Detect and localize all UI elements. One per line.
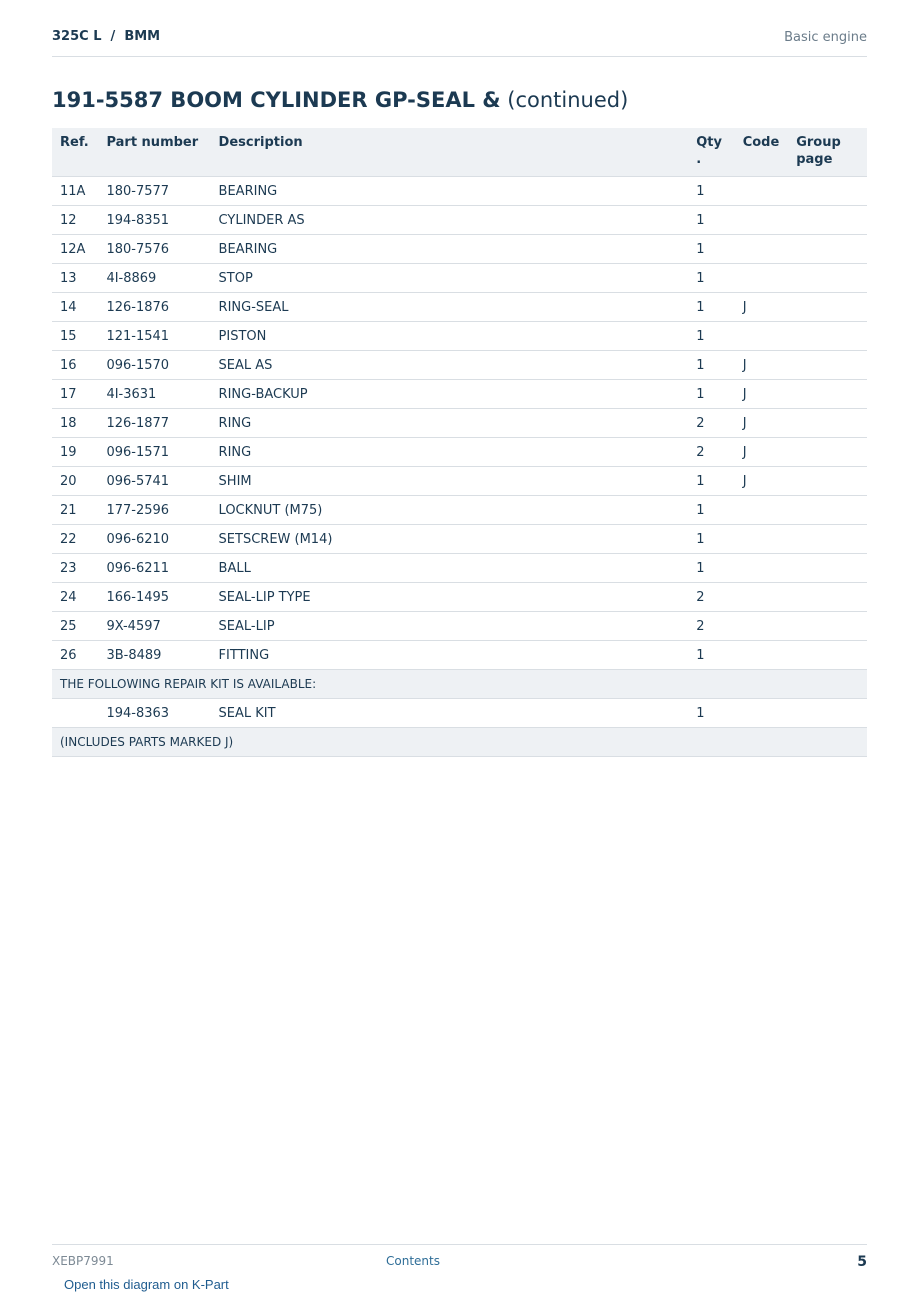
qty-cell: 1 xyxy=(688,380,734,409)
part-number-cell: 121-1541 xyxy=(98,322,210,351)
code-cell xyxy=(735,641,789,670)
description-cell: SEAL-LIP TYPE xyxy=(211,583,689,612)
group-page-cell xyxy=(788,612,867,641)
code-cell xyxy=(735,177,789,206)
ref-cell: 11A xyxy=(52,177,98,206)
page-title xyxy=(52,88,628,112)
includes-note-text: (INCLUDES PARTS MARKED J) xyxy=(52,728,867,757)
title-suffix: (continued) xyxy=(507,88,629,112)
part-number-cell: 194-8363 xyxy=(98,699,210,728)
ref-cell: 20 xyxy=(52,467,98,496)
qty-cell: 1 xyxy=(688,235,734,264)
code-cell: J xyxy=(735,351,789,380)
ref-cell: 17 xyxy=(52,380,98,409)
description-cell: SEAL KIT xyxy=(211,699,689,728)
table-row xyxy=(52,583,867,612)
group-page-cell xyxy=(788,467,867,496)
table-row xyxy=(52,438,867,467)
code-cell: J xyxy=(735,409,789,438)
code-cell xyxy=(735,525,789,554)
ref-cell: 16 xyxy=(52,351,98,380)
description-cell: LOCKNUT (M75) xyxy=(211,496,689,525)
table-row xyxy=(52,264,867,293)
includes-note xyxy=(52,728,867,757)
description-cell: BEARING xyxy=(211,235,689,264)
table-row xyxy=(52,554,867,583)
model-label: 325C L / BMM xyxy=(52,29,161,44)
qty-cell: 2 xyxy=(688,409,734,438)
part-number-cell: 096-1570 xyxy=(98,351,210,380)
description-cell: STOP xyxy=(211,264,689,293)
part-number-cell: 4I-8869 xyxy=(98,264,210,293)
qty-cell: 1 xyxy=(688,177,734,206)
code-cell: J xyxy=(735,467,789,496)
group-page-cell xyxy=(788,496,867,525)
code-cell xyxy=(735,235,789,264)
ref-cell: 26 xyxy=(52,641,98,670)
part-number-cell: 180-7577 xyxy=(98,177,210,206)
code-cell xyxy=(735,496,789,525)
part-number-cell: 4I-3631 xyxy=(98,380,210,409)
repair-kit-note-text: THE FOLLOWING REPAIR KIT IS AVAILABLE: xyxy=(52,670,867,699)
description-cell: FITTING xyxy=(211,641,689,670)
description-cell: RING-BACKUP xyxy=(211,380,689,409)
part-number-cell: 096-6211 xyxy=(98,554,210,583)
description-cell: SETSCREW (M14) xyxy=(211,525,689,554)
table-row xyxy=(52,235,867,264)
ref-cell: 15 xyxy=(52,322,98,351)
table-row xyxy=(52,177,867,206)
qty-cell: 1 xyxy=(688,496,734,525)
contents-link[interactable]: Contents xyxy=(386,1254,440,1268)
description-cell: PISTON xyxy=(211,322,689,351)
table-row xyxy=(52,525,867,554)
col-description-header: Description xyxy=(211,128,689,177)
ref-cell: 14 xyxy=(52,293,98,322)
qty-cell: 1 xyxy=(688,641,734,670)
ref-cell: 25 xyxy=(52,612,98,641)
code-cell: J xyxy=(735,438,789,467)
qty-cell: 1 xyxy=(688,293,734,322)
ref-cell: 24 xyxy=(52,583,98,612)
qty-cell: 1 xyxy=(688,264,734,293)
title-main: 191-5587 BOOM CYLINDER GP-SEAL & xyxy=(52,88,501,112)
description-cell: BEARING xyxy=(211,177,689,206)
ref-cell: 22 xyxy=(52,525,98,554)
description-cell: CYLINDER AS xyxy=(211,206,689,235)
table-row xyxy=(52,467,867,496)
ref-cell: 18 xyxy=(52,409,98,438)
part-number-cell: 166-1495 xyxy=(98,583,210,612)
parts-table xyxy=(52,128,867,757)
part-number-cell: 096-5741 xyxy=(98,467,210,496)
table-header-row xyxy=(52,128,867,177)
col-ref-header: Ref. xyxy=(52,128,98,177)
ref-cell: 12A xyxy=(52,235,98,264)
description-cell: RING-SEAL xyxy=(211,293,689,322)
table-row xyxy=(52,293,867,322)
table-row xyxy=(52,206,867,235)
part-number-cell: 096-1571 xyxy=(98,438,210,467)
ref-cell: 13 xyxy=(52,264,98,293)
page-footer xyxy=(52,1244,867,1275)
ref-cell: 12 xyxy=(52,206,98,235)
group-page-cell xyxy=(788,554,867,583)
group-page-cell xyxy=(788,177,867,206)
table-row xyxy=(52,641,867,670)
qty-cell: 1 xyxy=(688,467,734,496)
part-number-cell: 096-6210 xyxy=(98,525,210,554)
col-qty-header: Qty . xyxy=(688,128,734,177)
group-page-cell xyxy=(788,322,867,351)
description-cell: RING xyxy=(211,438,689,467)
qty-cell: 1 xyxy=(688,322,734,351)
group-page-cell xyxy=(788,699,867,728)
ref-cell: 19 xyxy=(52,438,98,467)
qty-cell: 2 xyxy=(688,438,734,467)
code-cell xyxy=(735,206,789,235)
table-row xyxy=(52,409,867,438)
description-cell: RING xyxy=(211,409,689,438)
code-cell xyxy=(735,264,789,293)
group-page-cell xyxy=(788,438,867,467)
ref-cell: 21 xyxy=(52,496,98,525)
section-label: Basic engine xyxy=(784,30,867,45)
table-row xyxy=(52,612,867,641)
qty-cell: 1 xyxy=(688,554,734,583)
table-row xyxy=(52,322,867,351)
ref-cell: 23 xyxy=(52,554,98,583)
qty-cell: 2 xyxy=(688,583,734,612)
code-cell xyxy=(735,699,789,728)
code-cell xyxy=(735,612,789,641)
page-number: 5 xyxy=(857,1254,867,1270)
group-page-cell xyxy=(788,525,867,554)
part-number-cell: 194-8351 xyxy=(98,206,210,235)
group-page-cell xyxy=(788,235,867,264)
part-number-cell: 126-1876 xyxy=(98,293,210,322)
col-code-header: Code xyxy=(735,128,789,177)
group-page-cell xyxy=(788,206,867,235)
code-cell xyxy=(735,583,789,612)
code-cell: J xyxy=(735,293,789,322)
kpart-diagram-link[interactable]: Open this diagram on K-Part xyxy=(64,1277,229,1292)
description-cell: SEAL-LIP xyxy=(211,612,689,641)
group-page-cell xyxy=(788,583,867,612)
group-page-cell xyxy=(788,409,867,438)
col-group-page-header: Group page xyxy=(788,128,867,177)
description-cell: SHIM xyxy=(211,467,689,496)
group-page-cell xyxy=(788,264,867,293)
description-cell: SEAL AS xyxy=(211,351,689,380)
repair-kit-note xyxy=(52,670,867,699)
part-number-cell: 9X-4597 xyxy=(98,612,210,641)
code-cell xyxy=(735,322,789,351)
group-page-cell xyxy=(788,641,867,670)
part-number-cell: 177-2596 xyxy=(98,496,210,525)
repair-kit-row xyxy=(52,699,867,728)
table-row xyxy=(52,351,867,380)
parts-table-body xyxy=(52,177,867,757)
group-page-cell xyxy=(788,380,867,409)
table-row xyxy=(52,380,867,409)
code-cell xyxy=(735,554,789,583)
qty-cell: 1 xyxy=(688,351,734,380)
page-header xyxy=(52,0,867,57)
part-number-cell: 126-1877 xyxy=(98,409,210,438)
ref-cell xyxy=(52,699,98,728)
part-number-cell: 3B-8489 xyxy=(98,641,210,670)
qty-cell: 2 xyxy=(688,612,734,641)
qty-cell: 1 xyxy=(688,699,734,728)
qty-cell: 1 xyxy=(688,206,734,235)
description-cell: BALL xyxy=(211,554,689,583)
document-id: XEBP7991 xyxy=(52,1254,114,1268)
col-part-number-header: Part number xyxy=(98,128,210,177)
qty-cell: 1 xyxy=(688,525,734,554)
code-cell: J xyxy=(735,380,789,409)
group-page-cell xyxy=(788,351,867,380)
table-row xyxy=(52,496,867,525)
part-number-cell: 180-7576 xyxy=(98,235,210,264)
group-page-cell xyxy=(788,293,867,322)
